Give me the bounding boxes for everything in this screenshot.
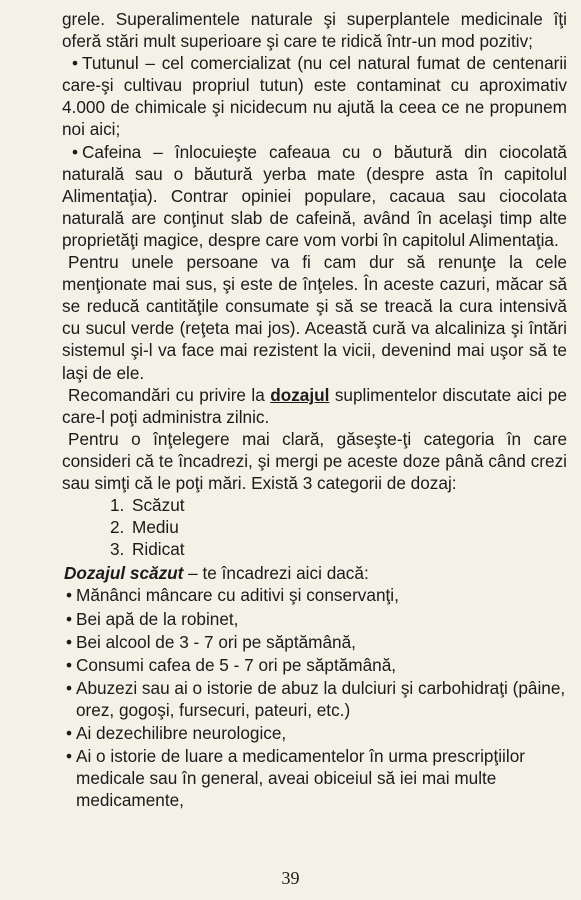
- heading-rest: – te încadrezi aici dacă:: [183, 563, 369, 584]
- bullet-text: Ai dezechilibre neurologice,: [76, 723, 287, 743]
- list-item: [110, 538, 567, 560]
- bullet-item: [62, 584, 567, 606]
- bullet-item: [62, 677, 567, 721]
- bullet-text: Bei alcool de 3 - 7 ori pe săptămână,: [76, 631, 356, 652]
- heading-bold: Dozajul scăzut: [64, 563, 184, 584]
- bullet-marker: •: [65, 677, 73, 698]
- paragraph-tutunul: [62, 52, 567, 140]
- list-label: Scăzut: [132, 495, 185, 516]
- section-heading-dozaj-scazut: [62, 562, 567, 584]
- bullet-marker: •: [65, 746, 73, 767]
- bullet-item: [62, 631, 567, 653]
- bullet-text: Consumi cafea de 5 - 7 ori pe săptămână,: [76, 654, 397, 675]
- list-label: Ridicat: [132, 539, 185, 560]
- bullet-text: Ai o istorie de luare a medicamentelor în urma prescripţiilor medicale sau în general, aveai obiceiul să iei mai multe medicamente,: [76, 746, 525, 811]
- bullet-text: Mănânci mâncare cu aditivi şi conservanţi,: [76, 585, 399, 606]
- recomandari-text-start: Recomandări cu privire la: [68, 384, 271, 405]
- bullet-text: Bei apă de la robinet,: [76, 608, 239, 629]
- paragraph-cafeina: [62, 141, 567, 251]
- bullet-marker: •: [65, 723, 73, 743]
- bullet-marker: •: [71, 141, 79, 162]
- list-label: Mediu: [132, 517, 179, 538]
- bullet-marker: •: [71, 53, 79, 74]
- list-item: [110, 494, 567, 516]
- page-number: 39: [281, 868, 300, 888]
- bullet-item: [62, 654, 567, 676]
- bullet-text: Abuzezi sau ai o istorie de abuz la dulciuri şi carbohidraţi (pâine, orez, gogoşi, fursecuri, pateuri, etc.): [76, 677, 566, 720]
- bullet-marker: •: [65, 585, 73, 606]
- paragraph-recomandari: [62, 384, 567, 428]
- bullet-item: [62, 722, 567, 744]
- page-body: [62, 8, 567, 811]
- list-number: 3.: [110, 539, 125, 560]
- bullet-item: [62, 608, 567, 630]
- bullet-marker: •: [65, 654, 73, 675]
- list-number: 2.: [110, 517, 125, 538]
- recomandari-text-end: suplimentelor discutate aici pe care-l poţi administra zilnic.: [62, 384, 567, 427]
- paragraph-categorie: Pentru o înţelegere mai clară, găseşte-ţi categoria în care consideri că te încadrezi, şi mergi pe aceste doze până când crezi sau simţi că le poţi mări. Există 3 categorii de dozaj:: [62, 428, 567, 493]
- paragraph-renuntare: Pentru unele persoane va fi cam dur să renunţe la cele menţionate mai sus, şi este de înţeles. În aceste cazuri, măcar să se reducă cantităţile consumate şi să se treacă la cura intensivă cu sucul verde (reţeta mai jos). Această cură va alcaliniza şi întări sistemul şi-l va face mai rezistent la vicii, devenind mai uşor să te laşi de ele.: [62, 252, 567, 383]
- paragraph-cafeina-text: Cafeina – înlocuieşte cafeaua cu o băutură din ciocolată naturală sau o băutură yerba mate (despre asta în capitolul Alimentaţia). Contrar opiniei populare, cacaua sau ciocolata naturală are conţinut slab de cafeină, având în acelaşi timp alte proprietăţi magice, despre care vom vorbi în capitolul Alimentaţia.: [62, 141, 567, 250]
- bullet-marker: •: [65, 608, 73, 629]
- dozajul-emphasis: dozajul: [270, 384, 330, 405]
- list-item: [110, 516, 567, 538]
- paragraph-tutunul-text: Tutunul – cel comercializat (nu cel natural fumat de centenarii care-şi cultivau propriul tutun) este contaminat cu aproximativ 4.000 de chimicale şi nicidecum nu ajută la ceea ce ne propunem noi aici;: [62, 53, 567, 140]
- dosage-category-list: [62, 494, 567, 560]
- paragraph-continuation: grele. Superalimentele naturale şi superplantele medicinale îţi oferă stări mult superioare şi care te ridică într-un mod pozitiv;: [62, 9, 567, 52]
- bullet-item: [62, 745, 567, 811]
- bullet-marker: •: [65, 631, 73, 652]
- list-number: 1.: [110, 495, 125, 516]
